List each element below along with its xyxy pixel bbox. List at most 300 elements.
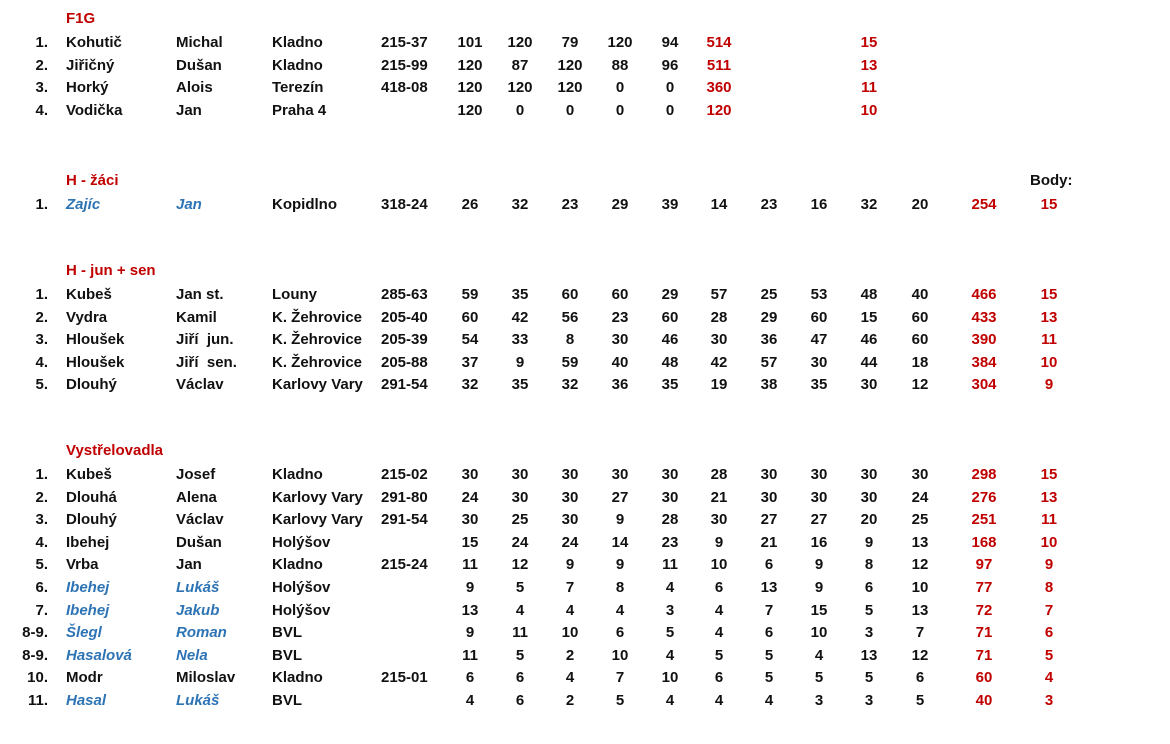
total-cell: 433	[971, 308, 997, 326]
rank-cell: 6.	[35, 579, 48, 596]
given-name-cell: Michal	[176, 34, 223, 51]
rank-cell: 1.	[35, 34, 48, 51]
given-name-cell: Dušan	[176, 56, 222, 74]
points-cell: 11	[1041, 331, 1057, 349]
score-cell: 9	[615, 511, 625, 529]
score-cell: 4	[665, 579, 675, 596]
license-code-cell: 291-54	[381, 376, 428, 394]
points-cell: 11	[861, 79, 877, 97]
surname-cell: Jiřičný	[66, 56, 115, 74]
score-cell: 13	[911, 601, 929, 619]
table-row	[0, 554, 1170, 576]
score-cell: 10	[911, 579, 929, 596]
score-cell: 23	[760, 196, 778, 213]
license-code-cell: 318-24	[381, 196, 428, 213]
score-cell: 120	[607, 34, 633, 51]
score-cell: 9	[565, 556, 575, 574]
surname-cell: Hloušek	[66, 353, 125, 371]
surname-cell: Dlouhá	[66, 488, 117, 506]
points-cell: 11	[1041, 511, 1057, 529]
section-title: H - jun + sen	[66, 262, 156, 279]
license-code-cell: 215-99	[381, 56, 428, 74]
surname-cell: Kubeš	[66, 286, 112, 303]
score-cell: 12	[911, 556, 929, 574]
club-cell: Kopidlno	[272, 196, 337, 213]
section-title: F1G	[66, 10, 96, 27]
table-row	[0, 194, 1170, 216]
points-cell: 10	[1040, 533, 1058, 551]
score-cell: 15	[810, 601, 828, 619]
rank-cell: 2.	[35, 56, 48, 74]
rank-cell: 3.	[35, 79, 48, 97]
table-row	[0, 32, 1170, 54]
total-cell: 251	[971, 511, 997, 529]
table-row	[0, 577, 1170, 599]
score-cell: 2	[565, 692, 575, 709]
club-cell: BVL	[272, 692, 302, 709]
score-cell: 5	[515, 579, 525, 596]
table-row	[0, 329, 1170, 351]
score-cell: 6	[764, 556, 774, 574]
score-cell: 26	[461, 196, 479, 213]
rank-cell: 4.	[35, 353, 48, 371]
score-cell: 30	[561, 466, 579, 483]
score-cell: 4	[665, 646, 675, 664]
given-name-cell: Nela	[176, 646, 208, 664]
points-cell: 13	[860, 56, 878, 74]
club-cell: Louny	[272, 286, 317, 303]
rank-cell: 4.	[35, 533, 48, 551]
club-cell: Karlovy Vary	[272, 511, 363, 529]
total-cell: 276	[971, 488, 997, 506]
score-cell: 30	[661, 488, 679, 506]
license-code-cell: 215-01	[381, 669, 428, 687]
score-cell: 9	[465, 624, 475, 642]
score-cell: 14	[710, 196, 728, 213]
score-cell: 94	[661, 34, 679, 51]
score-cell: 3	[864, 692, 874, 709]
score-cell: 29	[661, 286, 679, 303]
license-code-cell: 215-24	[381, 556, 428, 574]
score-cell: 96	[661, 56, 679, 74]
score-cell: 6	[864, 579, 874, 596]
club-cell: Karlovy Vary	[272, 376, 363, 394]
rank-cell: 3.	[35, 331, 48, 349]
score-cell: 53	[810, 286, 828, 303]
given-name-cell: Václav	[176, 376, 224, 394]
score-cell: 6	[714, 669, 724, 687]
points-cell: 8	[1044, 579, 1054, 596]
score-cell: 5	[515, 646, 525, 664]
score-cell: 7	[764, 601, 774, 619]
score-cell: 59	[561, 353, 579, 371]
license-code-cell: 215-37	[381, 34, 428, 51]
score-cell: 5	[665, 624, 675, 642]
score-cell: 4	[615, 601, 625, 619]
score-cell: 5	[714, 646, 724, 664]
score-cell: 4	[565, 669, 575, 687]
club-cell: Terezín	[272, 79, 324, 97]
score-cell: 5	[864, 601, 874, 619]
score-cell: 25	[760, 286, 778, 303]
score-cell: 25	[511, 511, 529, 529]
club-cell: Kladno	[272, 556, 323, 574]
score-cell: 54	[461, 331, 479, 349]
surname-cell: Horký	[66, 79, 109, 97]
score-cell: 42	[710, 353, 728, 371]
score-cell: 14	[611, 533, 629, 551]
score-cell: 56	[561, 308, 579, 326]
surname-cell: Zajíc	[66, 196, 101, 213]
rank-cell: 1.	[35, 196, 48, 213]
score-cell: 120	[457, 56, 483, 74]
score-cell: 60	[911, 331, 929, 349]
score-cell: 9	[615, 556, 625, 574]
total-cell: 71	[975, 624, 993, 642]
score-cell: 4	[565, 601, 575, 619]
license-code-cell: 215-02	[381, 466, 428, 483]
score-cell: 60	[661, 308, 679, 326]
club-cell: Kladno	[272, 56, 323, 74]
club-cell: Praha 4	[272, 101, 327, 119]
total-cell: 60	[975, 669, 993, 687]
score-cell: 40	[611, 353, 629, 371]
points-cell: 15	[1040, 196, 1058, 213]
score-cell: 24	[511, 533, 529, 551]
total-cell: 514	[706, 34, 732, 51]
license-code-cell: 285-63	[381, 286, 428, 303]
score-cell: 13	[461, 601, 479, 619]
score-cell: 13	[760, 579, 778, 596]
total-cell: 40	[975, 692, 993, 709]
score-cell: 8	[565, 331, 575, 349]
license-code-cell: 291-54	[381, 511, 428, 529]
score-cell: 27	[810, 511, 828, 529]
score-cell: 25	[911, 511, 929, 529]
table-row	[0, 667, 1170, 689]
points-cell: 9	[1044, 556, 1054, 574]
score-cell: 4	[465, 692, 475, 709]
score-cell: 28	[710, 466, 728, 483]
score-cell: 6	[515, 692, 525, 709]
score-cell: 30	[561, 488, 579, 506]
score-cell: 5	[615, 692, 625, 709]
club-cell: Holýšov	[272, 601, 331, 619]
score-cell: 7	[915, 624, 925, 642]
score-cell: 4	[714, 601, 724, 619]
total-cell: 390	[971, 331, 997, 349]
score-cell: 7	[615, 669, 625, 687]
score-cell: 8	[615, 579, 625, 596]
total-cell: 72	[975, 601, 993, 619]
points-cell: 9	[1044, 376, 1054, 394]
total-cell: 511	[706, 56, 732, 74]
score-cell: 35	[511, 376, 529, 394]
score-cell: 0	[615, 101, 625, 119]
score-cell: 23	[661, 533, 679, 551]
score-cell: 120	[557, 56, 583, 74]
score-cell: 9	[465, 579, 475, 596]
score-cell: 11	[462, 646, 478, 664]
rank-cell: 8-9.	[22, 624, 48, 642]
section-title: H - žáci	[66, 172, 119, 189]
given-name-cell: Alois	[176, 79, 213, 97]
score-cell: 23	[611, 308, 629, 326]
club-cell: BVL	[272, 646, 302, 664]
score-cell: 5	[915, 692, 925, 709]
points-cell: 15	[1040, 466, 1058, 483]
score-cell: 60	[611, 286, 629, 303]
table-row	[0, 374, 1170, 396]
score-cell: 59	[461, 286, 479, 303]
score-cell: 0	[665, 101, 675, 119]
score-cell: 8	[864, 556, 874, 574]
total-cell: 360	[706, 79, 732, 97]
surname-cell: Hasalová	[66, 646, 132, 664]
score-cell: 20	[860, 511, 878, 529]
points-cell: 15	[860, 34, 878, 51]
rank-cell: 1.	[35, 286, 48, 303]
score-cell: 87	[511, 56, 529, 74]
given-name-cell: Jan	[176, 196, 202, 213]
total-cell: 254	[971, 196, 997, 213]
total-cell: 97	[975, 556, 993, 574]
score-cell: 21	[710, 488, 728, 506]
score-cell: 30	[810, 466, 828, 483]
score-cell: 30	[710, 511, 728, 529]
points-header: Body:	[1030, 172, 1073, 189]
license-code-cell: 205-39	[381, 331, 428, 349]
surname-cell: Dlouhý	[66, 376, 117, 394]
score-cell: 48	[860, 286, 878, 303]
table-row	[0, 509, 1170, 531]
score-cell: 120	[507, 34, 533, 51]
score-cell: 32	[561, 376, 579, 394]
rank-cell: 2.	[35, 488, 48, 506]
score-cell: 120	[507, 79, 533, 97]
club-cell: K. Žehrovice	[272, 353, 363, 371]
score-cell: 11	[512, 624, 528, 642]
score-cell: 30	[611, 331, 629, 349]
score-cell: 13	[911, 533, 929, 551]
given-name-cell: Jan	[176, 101, 202, 119]
surname-cell: Dlouhý	[66, 511, 117, 529]
score-cell: 19	[710, 376, 728, 394]
score-cell: 46	[860, 331, 878, 349]
score-cell: 30	[760, 488, 778, 506]
club-cell: Holýšov	[272, 579, 331, 596]
total-cell: 466	[971, 286, 997, 303]
score-cell: 24	[561, 533, 579, 551]
score-cell: 57	[710, 286, 728, 303]
score-cell: 40	[911, 286, 929, 303]
score-cell: 46	[661, 331, 679, 349]
rank-cell: 5.	[35, 376, 48, 394]
score-cell: 9	[814, 579, 824, 596]
score-cell: 57	[760, 353, 778, 371]
surname-cell: Hloušek	[66, 331, 125, 349]
surname-cell: Vydra	[66, 308, 108, 326]
total-cell: 71	[975, 646, 993, 664]
score-cell: 3	[665, 601, 675, 619]
score-cell: 32	[511, 196, 529, 213]
points-cell: 5	[1044, 646, 1054, 664]
table-row	[0, 77, 1170, 99]
points-cell: 3	[1044, 692, 1054, 709]
score-cell: 60	[810, 308, 828, 326]
given-name-cell: Lukáš	[176, 579, 220, 596]
score-cell: 48	[661, 353, 679, 371]
table-row	[0, 645, 1170, 667]
score-cell: 16	[810, 533, 828, 551]
surname-cell: Šlegl	[66, 624, 102, 642]
given-name-cell: Jiří sen.	[176, 353, 237, 371]
section-title: Vystřelovadla	[66, 442, 163, 459]
score-cell: 44	[860, 353, 878, 371]
score-cell: 9	[714, 533, 724, 551]
score-cell: 35	[661, 376, 679, 394]
score-cell: 15	[461, 533, 479, 551]
score-cell: 38	[760, 376, 778, 394]
surname-cell: Vrba	[66, 556, 99, 574]
score-cell: 10	[611, 646, 629, 664]
rank-cell: 5.	[35, 556, 48, 574]
score-cell: 4	[515, 601, 525, 619]
score-cell: 120	[557, 79, 583, 97]
total-cell: 298	[971, 466, 997, 483]
club-cell: Kladno	[272, 466, 323, 483]
score-cell: 3	[864, 624, 874, 642]
score-cell: 0	[565, 101, 575, 119]
score-cell: 2	[565, 646, 575, 664]
score-cell: 11	[462, 556, 478, 574]
score-cell: 39	[661, 196, 679, 213]
points-cell: 4	[1044, 669, 1054, 687]
score-cell: 36	[760, 331, 778, 349]
score-cell: 23	[561, 196, 579, 213]
score-cell: 60	[911, 308, 929, 326]
given-name-cell: Jan	[176, 556, 202, 574]
rank-cell: 11.	[27, 692, 48, 709]
table-row	[0, 464, 1170, 486]
given-name-cell: Dušan	[176, 533, 222, 551]
score-cell: 35	[511, 286, 529, 303]
score-cell: 6	[465, 669, 475, 687]
table-row	[0, 622, 1170, 644]
rank-cell: 4.	[35, 101, 48, 119]
score-cell: 28	[661, 511, 679, 529]
score-cell: 37	[461, 353, 479, 371]
score-cell: 4	[764, 692, 774, 709]
score-cell: 120	[457, 101, 483, 119]
points-cell: 15	[1040, 286, 1058, 303]
score-cell: 3	[814, 692, 824, 709]
surname-cell: Vodička	[66, 101, 123, 119]
score-cell: 6	[615, 624, 625, 642]
score-cell: 27	[611, 488, 629, 506]
score-cell: 30	[661, 466, 679, 483]
table-row	[0, 532, 1170, 554]
given-name-cell: Václav	[176, 511, 224, 529]
score-cell: 30	[561, 511, 579, 529]
score-cell: 33	[511, 331, 529, 349]
score-cell: 4	[814, 646, 824, 664]
score-cell: 11	[662, 556, 678, 574]
score-cell: 101	[457, 34, 483, 51]
score-cell: 120	[457, 79, 483, 97]
score-cell: 6	[764, 624, 774, 642]
score-cell: 6	[515, 669, 525, 687]
given-name-cell: Josef	[176, 466, 216, 483]
score-cell: 30	[511, 466, 529, 483]
score-cell: 60	[461, 308, 479, 326]
given-name-cell: Jakub	[176, 601, 220, 619]
points-cell: 10	[1040, 353, 1058, 371]
score-cell: 79	[561, 34, 579, 51]
club-cell: BVL	[272, 624, 302, 642]
rank-cell: 3.	[35, 511, 48, 529]
score-cell: 20	[911, 196, 929, 213]
rank-cell: 1.	[35, 466, 48, 483]
given-name-cell: Alena	[176, 488, 217, 506]
points-cell: 13	[1040, 488, 1058, 506]
score-cell: 88	[611, 56, 629, 74]
total-cell: 168	[971, 533, 997, 551]
score-cell: 24	[461, 488, 479, 506]
score-cell: 5	[814, 669, 824, 687]
score-cell: 60	[561, 286, 579, 303]
score-cell: 36	[611, 376, 629, 394]
given-name-cell: Kamil	[176, 308, 217, 326]
score-cell: 32	[860, 196, 878, 213]
score-cell: 7	[565, 579, 575, 596]
license-code-cell: 205-88	[381, 353, 428, 371]
points-cell: 13	[1040, 308, 1058, 326]
score-cell: 10	[661, 669, 679, 687]
score-cell: 15	[860, 308, 878, 326]
score-cell: 29	[760, 308, 778, 326]
score-cell: 30	[710, 331, 728, 349]
score-cell: 9	[814, 556, 824, 574]
score-cell: 32	[461, 376, 479, 394]
given-name-cell: Miloslav	[176, 669, 236, 687]
score-cell: 4	[714, 692, 724, 709]
points-cell: 10	[860, 101, 878, 119]
score-cell: 0	[665, 79, 675, 97]
table-row	[0, 55, 1170, 77]
club-cell: Holýšov	[272, 533, 331, 551]
surname-cell: Hasal	[66, 692, 107, 709]
table-row	[0, 284, 1170, 306]
license-code-cell: 291-80	[381, 488, 428, 506]
score-cell: 30	[911, 466, 929, 483]
surname-cell: Modr	[66, 669, 103, 687]
score-cell: 30	[860, 466, 878, 483]
table-row	[0, 690, 1170, 712]
club-cell: K. Žehrovice	[272, 331, 363, 349]
score-cell: 5	[864, 669, 874, 687]
score-cell: 5	[764, 646, 774, 664]
rank-cell: 10.	[27, 669, 48, 687]
total-cell: 304	[971, 376, 997, 394]
club-cell: K. Žehrovice	[272, 308, 363, 326]
score-cell: 18	[911, 353, 929, 371]
surname-cell: Kohutič	[66, 34, 122, 51]
score-cell: 0	[615, 79, 625, 97]
score-cell: 12	[911, 646, 929, 664]
score-cell: 29	[611, 196, 629, 213]
score-cell: 21	[760, 533, 778, 551]
